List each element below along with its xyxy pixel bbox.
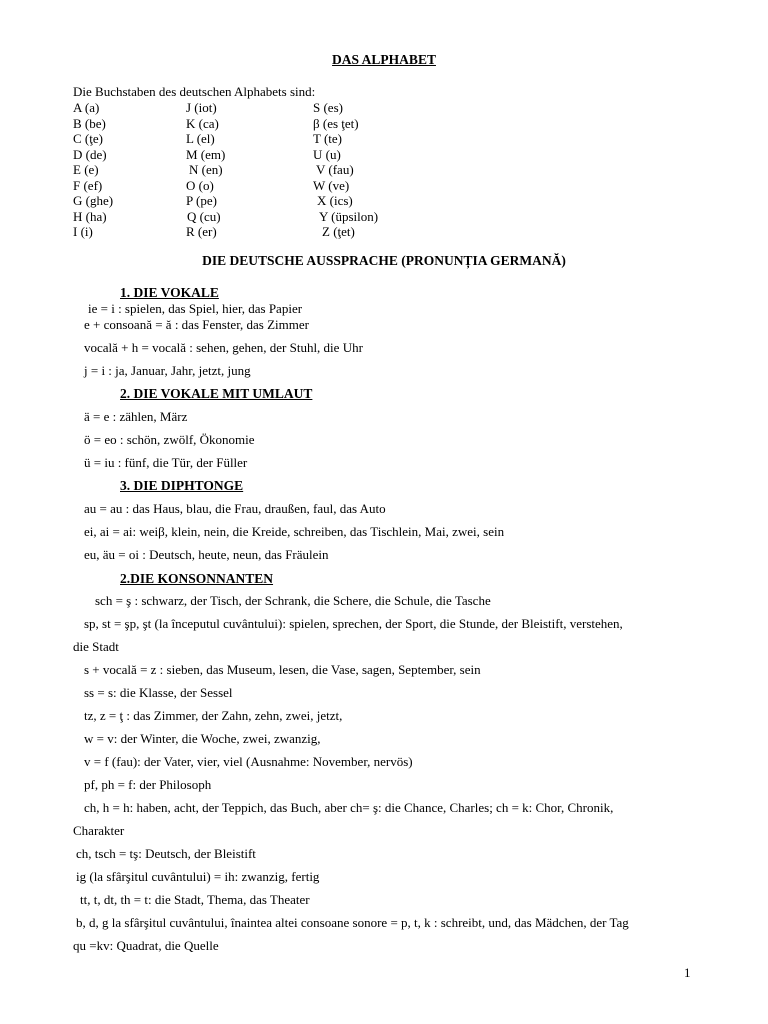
- rule-line: ö = eo : schön, zwölf, Ökonomie: [84, 432, 255, 447]
- alphabet-cell: Y (üpsilon): [319, 208, 379, 224]
- rule-line: sch = ş : schwarz, der Tisch, der Schrank, die Schere, die Schule, die Tasche: [95, 593, 491, 608]
- rule-line: die Stadt: [73, 639, 119, 654]
- rule-line: ie = i : spielen, das Spiel, hier, das Papier: [88, 301, 303, 316]
- rule-line: tt, t, dt, th = t: die Stadt, Thema, das Theater: [80, 892, 310, 907]
- alphabet-cell: V (fau): [316, 162, 354, 177]
- rule-line: vocală + h = vocală : sehen, gehen, der Stuhl, die Uhr: [84, 340, 363, 355]
- alphabet-cell: K (ca): [186, 115, 219, 131]
- alphabet-cell: β (es ţet): [313, 115, 359, 131]
- alphabet-cell: E (e): [73, 162, 99, 177]
- rule-line: e + consoană = ă : das Fenster, das Zimmer: [84, 317, 309, 332]
- alphabet-cell: T (te): [313, 131, 342, 146]
- alphabet-cell: C (ţe): [73, 131, 103, 146]
- alphabet-cell: X (ics): [317, 193, 353, 208]
- alphabet-cell: S (es): [313, 100, 343, 115]
- alphabet-cell: W (ve): [313, 177, 350, 193]
- section-heading-vokale: 1. DIE VOKALE: [120, 285, 219, 300]
- alphabet-cell: M (em): [186, 146, 226, 162]
- alphabet-cell: P (pe): [186, 193, 217, 208]
- rule-line: Charakter: [73, 823, 125, 838]
- alphabet-cell: Q (cu): [187, 208, 221, 224]
- rule-line: ch, h = h: haben, acht, der Teppich, das Buch, aber ch= ş: die Chance, Charles; ch = k: Chor, Chronik,: [84, 800, 614, 815]
- page-number: 1: [684, 965, 691, 980]
- alphabet-cell: H (ha): [73, 208, 107, 224]
- alphabet-cell: J (iot): [186, 100, 217, 115]
- alphabet-cell: U (u): [313, 146, 341, 162]
- rule-line: qu =kv: Quadrat, die Quelle: [73, 938, 219, 953]
- rule-line: pf, ph = f: der Philosoph: [84, 777, 212, 792]
- alphabet-cell: Z (ţet): [322, 224, 355, 239]
- rule-line: v = f (fau): der Vater, vier, viel (Ausnahme: November, nervös): [84, 754, 413, 769]
- rule-line: ei, ai = ai: weiβ, klein, nein, die Kreide, schreiben, das Tischlein, Mai, zwei, sein: [84, 524, 505, 539]
- rule-line: ä = e : zählen, März: [84, 409, 188, 424]
- alphabet-cell: I (i): [73, 224, 93, 239]
- rule-line: eu, äu = oi : Deutsch, heute, neun, das Fräulein: [84, 547, 329, 562]
- rule-line: ig (la sfârşitul cuvântului) = ih: zwanzig, fertig: [76, 869, 320, 884]
- alphabet-cell: D (de): [73, 146, 107, 162]
- section-heading-konsonanten: 2.DIE KONSONNANTEN: [120, 571, 274, 586]
- section-heading-umlaut: 2. DIE VOKALE MIT UMLAUT: [120, 386, 313, 401]
- alphabet-cell: B (be): [73, 115, 106, 131]
- rule-line: ch, tsch = tş: Deutsch, der Bleistift: [76, 846, 256, 861]
- section-heading-diphtonge: 3. DIE DIPHTONGE: [120, 478, 244, 493]
- pronunciation-heading: DIE DEUTSCHE AUSSPRACHE (PRONUNȚIA GERMANĂ): [202, 253, 566, 268]
- rule-line: w = v: der Winter, die Woche, zwei, zwanzig,: [84, 731, 321, 746]
- intro-text: Die Buchstaben des deutschen Alphabets sind:: [73, 84, 316, 99]
- rule-line: ü = iu : fünf, die Tür, der Füller: [84, 455, 248, 470]
- rule-line: tz, z = ţ : das Zimmer, der Zahn, zehn, zwei, jetzt,: [84, 708, 343, 723]
- rule-line: b, d, g la sfârşitul cuvântului, înaintea altei consoane sonore = p, t, k : schreibt, und, das Mädchen, der Tag: [76, 915, 629, 930]
- alphabet-cell: L (el): [186, 131, 215, 146]
- rule-line: j = i : ja, Januar, Jahr, jetzt, jung: [84, 363, 251, 378]
- alphabet-cell: O (o): [186, 177, 214, 193]
- alphabet-cell: F (ef): [73, 177, 103, 193]
- alphabet-cell: N (en): [189, 162, 223, 177]
- rule-line: s + vocală = z : sieben, das Museum, lesen, die Vase, sagen, September, sein: [84, 662, 481, 677]
- document-title: DAS ALPHABET: [332, 52, 436, 67]
- rule-line: au = au : das Haus, blau, die Frau, draußen, faul, das Auto: [84, 501, 386, 516]
- alphabet-cell: R (er): [186, 224, 217, 239]
- rule-line: ss = s: die Klasse, der Sessel: [84, 685, 233, 700]
- alphabet-cell: A (a): [73, 100, 100, 115]
- alphabet-cell: G (ghe): [73, 193, 114, 208]
- rule-line: sp, st = şp, şt (la începutul cuvântului): spielen, sprechen, der Sport, die Stunde, der Bleistift, verstehen,: [84, 616, 623, 631]
